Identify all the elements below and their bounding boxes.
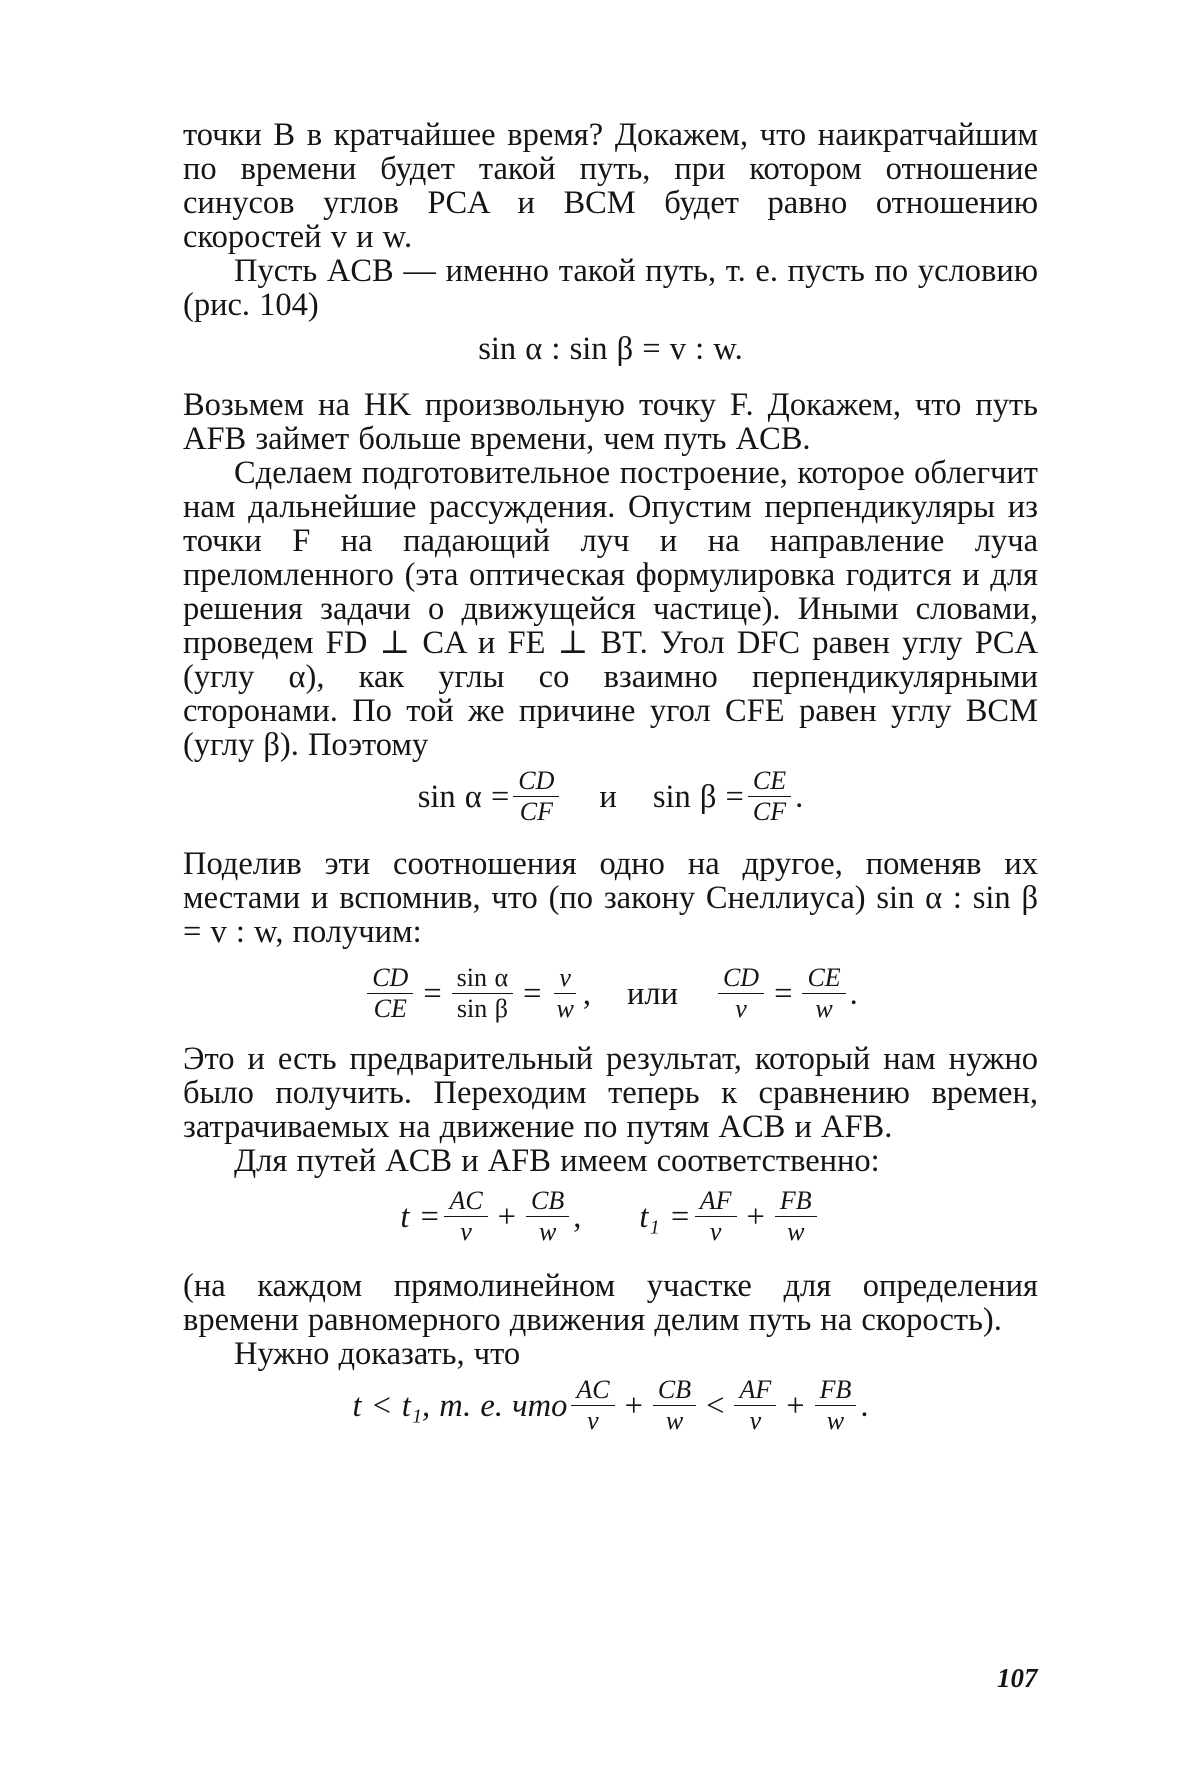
page-text xyxy=(183,118,1038,1436)
formula-end-dot: . xyxy=(860,1387,869,1424)
fraction-numerator: CB xyxy=(653,1375,696,1406)
fraction-denominator: w xyxy=(556,994,574,1023)
fraction-numerator: CE xyxy=(748,766,791,797)
paragraph-8: (на каждом прямолинейном участке для определения времени равномерного движения делим путь на скорость). xyxy=(183,1268,1038,1338)
fraction-numerator: AF xyxy=(734,1375,776,1406)
conjunction: и xyxy=(599,778,617,815)
fraction-v-w xyxy=(551,963,578,1024)
fraction-denominator: v xyxy=(460,1217,472,1246)
fraction-numerator: CE xyxy=(802,963,845,994)
plus-sign: + xyxy=(624,1387,643,1424)
formula-ratio xyxy=(183,963,1038,1024)
equals-sign: = xyxy=(523,975,542,1012)
sin-alpha-label: sin α = xyxy=(417,778,510,815)
less-than-sign: < xyxy=(706,1387,725,1424)
fraction-numerator: AF xyxy=(695,1186,737,1217)
fraction-ac-v xyxy=(444,1186,487,1247)
fraction-cd-v xyxy=(718,963,764,1024)
plus-sign: + xyxy=(786,1387,805,1424)
fraction-numerator: FB xyxy=(815,1375,857,1406)
formula-end-dot: . xyxy=(795,778,804,815)
formula-end-dot: . xyxy=(849,975,858,1012)
fraction-ac-v xyxy=(571,1375,614,1436)
fraction-denominator: w xyxy=(665,1406,684,1435)
fraction-denominator: w xyxy=(787,1217,805,1246)
fraction-numerator: AC xyxy=(571,1375,614,1406)
fraction-numerator: CD xyxy=(367,963,413,994)
fraction-denominator: w xyxy=(826,1406,845,1435)
fraction-af-v xyxy=(734,1375,776,1436)
fraction-af-v xyxy=(695,1186,737,1247)
fraction-denominator: v xyxy=(735,994,747,1023)
fraction-denominator: CF xyxy=(752,797,787,826)
or-word: или xyxy=(626,975,678,1012)
fraction-cd-cf xyxy=(513,766,559,827)
t-label: t = xyxy=(400,1198,441,1235)
fraction-denominator: v xyxy=(749,1406,762,1435)
fraction-cb-w xyxy=(526,1186,569,1247)
fraction-cb-w xyxy=(653,1375,696,1436)
fraction-sines xyxy=(452,963,513,1024)
t1-label: t₁ = xyxy=(639,1198,691,1235)
plus-sign: + xyxy=(746,1198,765,1235)
fraction-denominator: w xyxy=(815,994,833,1023)
paragraph-4: Сделаем подготовительное построение, которое облегчит нам дальнейшие рассуждения. Опустим перпендикуляры из точки F на падающий луч и на направление луча преломленного (эта оптическая формулировка годится и для решения задачи о движущейся частице). Иными словами, проведем FD ⊥ CA и FE ⊥ BT. Угол DFC равен углу PCA (углу α), как углы со взаимно перпендикулярными сторонами. По той же причине угол CFE равен углу BCM (углу β). Поэтому xyxy=(183,455,1038,763)
fraction-numerator: v xyxy=(554,963,576,994)
comma: , xyxy=(582,975,591,1012)
fraction-numerator: CD xyxy=(718,963,764,994)
formula-sines xyxy=(183,766,1038,827)
inequality-lead: t < t₁, т. е. что xyxy=(352,1387,568,1424)
formula-snell-text: sin α : sin β = v : w. xyxy=(478,331,743,367)
fraction-denominator: CF xyxy=(519,797,553,826)
paragraph-3: Возьмем на HK произвольную точку F. Докажем, что путь AFB займет больше времени, чем путь ACB. xyxy=(183,387,1038,457)
fraction-denominator: v xyxy=(587,1406,599,1435)
paragraph-9: Нужно доказать, что xyxy=(234,1336,521,1372)
paragraph-5: Поделив эти соотношения одно на другое, поменяв их местами и вспомнив, что (по закону Снеллиуса) sin α : sin β = v : w, получим: xyxy=(183,846,1038,950)
paragraph-6: Это и есть предварительный результат, который нам нужно было получить. Переходим теперь к сравнению времен, затрачиваемых на движение по путям ACB и AFB. xyxy=(183,1041,1038,1145)
comma: , xyxy=(573,1198,582,1235)
fraction-cd-ce xyxy=(367,963,413,1024)
fraction-fb-w xyxy=(775,1186,817,1247)
fraction-ce-cf xyxy=(748,766,791,827)
fraction-denominator: sin β xyxy=(456,994,508,1023)
paragraph-7: Для путей ACB и AFB имеем соответственно: xyxy=(234,1143,880,1179)
fraction-denominator: CE xyxy=(373,994,407,1023)
plus-sign: + xyxy=(497,1198,517,1235)
fraction-numerator: CB xyxy=(526,1186,569,1217)
paragraph-1: точки B в кратчайшее время? Докажем, что наикратчайшим по времени будет такой путь, при котором отношение синусов углов PCA и BCM будет равно отношению скоростей v и w. xyxy=(183,117,1038,255)
fraction-denominator: v xyxy=(709,1217,722,1246)
page-number: 107 xyxy=(997,1663,1038,1693)
fraction-numerator: FB xyxy=(775,1186,817,1217)
fraction-numerator: AC xyxy=(444,1186,487,1217)
fraction-denominator: w xyxy=(538,1217,557,1246)
fraction-ce-w xyxy=(802,963,845,1024)
formula-snell xyxy=(183,332,1038,366)
paragraph-2: Пусть ACB — именно такой путь, т. е. пусть по условию (рис. 104) xyxy=(183,253,1038,323)
formula-inequality xyxy=(183,1375,1038,1436)
equals-sign: = xyxy=(774,975,793,1012)
fraction-fb-w xyxy=(815,1375,857,1436)
fraction-numerator: sin α xyxy=(452,963,513,994)
formula-times xyxy=(183,1186,1038,1247)
sin-beta-label: sin β = xyxy=(652,778,744,815)
fraction-numerator: CD xyxy=(513,766,559,797)
equals-sign: = xyxy=(423,975,442,1012)
